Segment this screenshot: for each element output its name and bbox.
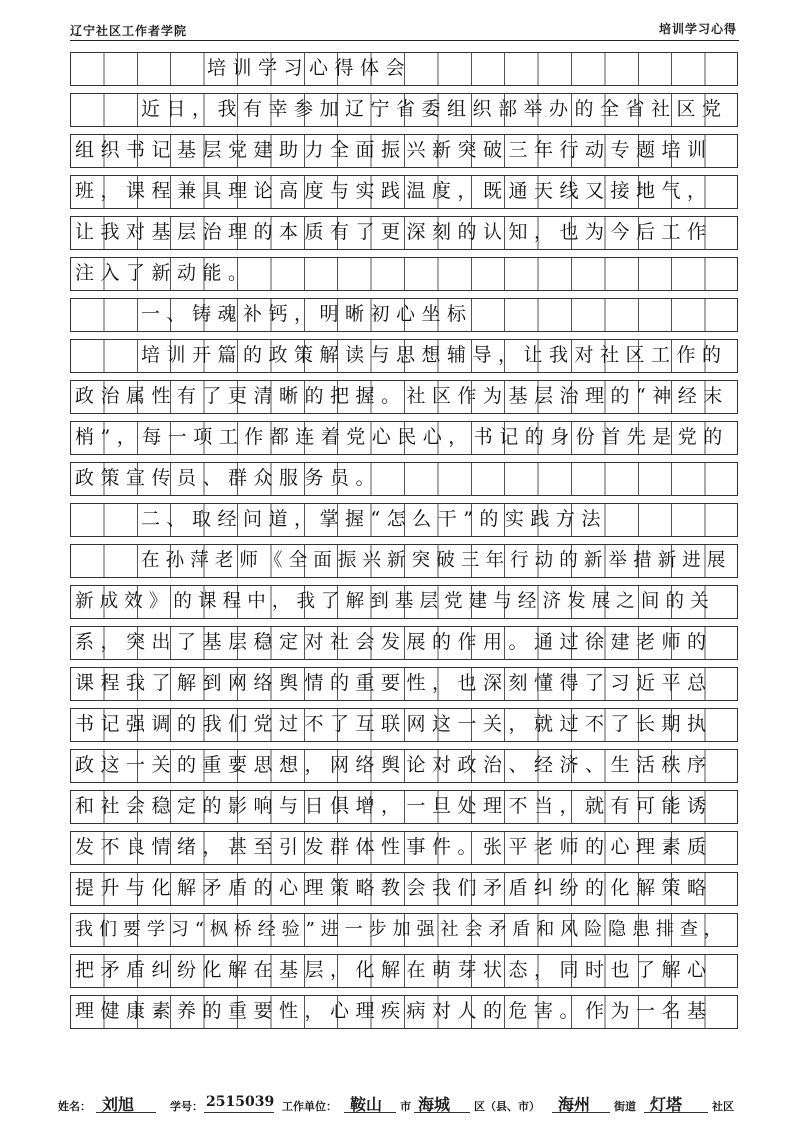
city-label: 市 xyxy=(400,1100,411,1113)
handwritten-line: 班，课程兼具理论高度与实践温度，既通天线又接地气， xyxy=(75,180,713,202)
name-value: 刘旭 xyxy=(102,1095,135,1114)
handwritten-line: 和社会稳定的影响与日俱增，一旦处理不当，就有可能诱 xyxy=(75,795,713,817)
grid-row xyxy=(70,667,738,701)
handwritten-line: 近日，我有幸参加辽宁省委组织部举办的全省社区党 xyxy=(141,98,728,120)
grid-row xyxy=(70,175,738,209)
grid-row xyxy=(70,257,738,291)
grid-row xyxy=(70,339,738,373)
community-label: 社区 xyxy=(712,1100,734,1113)
grid-row xyxy=(70,790,738,824)
grid-row xyxy=(70,585,738,619)
handwritten-line: 让我对基层治理的本质有了更深刻的认知，也为今后工作 xyxy=(75,221,713,243)
grid-row xyxy=(70,749,738,783)
grid-row xyxy=(70,380,738,414)
grid-row xyxy=(70,421,738,455)
footer-info xyxy=(58,1090,748,1118)
handwritten-line: 注入了新动能。 xyxy=(75,262,254,284)
district-label: 区（县、市） xyxy=(474,1100,540,1113)
header-school: 辽宁社区工作者学院 xyxy=(70,24,188,38)
grid-row xyxy=(70,462,738,496)
handwritten-line: 二、取经问道，掌握“怎么干”的实践方法 xyxy=(141,508,607,530)
grid-row xyxy=(70,913,738,947)
district-value: 海城 xyxy=(418,1095,451,1114)
handwritten-line: 一、铸魂补钙，明晰初心坐标 xyxy=(141,303,473,325)
handwritten-line: 书记强调的我们党过不了互联网这一关，就过不了长期执 xyxy=(75,713,713,735)
grid-row xyxy=(70,708,738,742)
street-label: 街道 xyxy=(614,1100,636,1113)
grid-row xyxy=(70,954,738,988)
name-label: 姓名： xyxy=(58,1100,91,1113)
grid-row xyxy=(70,52,738,86)
handwritten-line: 新成效》的课程中，我了解到基层党建与经济发展之间的关 xyxy=(75,591,715,612)
handwritten-line: 梢”，每一项工作都连着党心民心，书记的身份首先是党的 xyxy=(75,426,729,448)
handwritten-line: 政这一关的重要思想，网络舆论对政治、经济、生活秩序 xyxy=(75,754,713,776)
handwritten-line: 政治属性有了更清晰的把握。社区作为基层治理的“神经末 xyxy=(75,385,729,407)
handwritten-line: 政策宣传员、群众服务员。 xyxy=(75,467,382,489)
grid-row xyxy=(70,93,738,127)
writing-grid xyxy=(70,52,738,1036)
handwritten-line: 把矛盾纠纷化解在基层，化解在萌芽状态，同时也了解心 xyxy=(75,959,713,981)
id-label: 学号： xyxy=(170,1100,203,1113)
grid-row xyxy=(70,134,738,168)
grid-row xyxy=(70,544,738,578)
handwritten-line: 培训学习心得体会 xyxy=(207,57,412,79)
grid-row xyxy=(70,503,738,537)
header-divider xyxy=(70,40,739,41)
grid-row xyxy=(70,626,738,660)
street-value: 海州 xyxy=(558,1095,591,1114)
header-doc-type: 培训学习心得 xyxy=(658,22,737,36)
handwritten-line: 提升与化解矛盾的心理策略教会我们矛盾纠纷的化解策略 xyxy=(75,877,713,899)
handwritten-line: 培训开篇的政策解读与思想辅导，让我对社区工作的 xyxy=(141,344,728,366)
city-value: 鞍山 xyxy=(350,1095,383,1114)
grid-row xyxy=(70,216,738,250)
handwritten-line: 组织书记基层党建助力全面振兴新突破三年行动专题培训 xyxy=(75,139,713,161)
unit-label: 工作单位： xyxy=(282,1100,337,1113)
grid-row xyxy=(70,298,738,332)
handwritten-line: 发不良情绪，甚至引发群体性事件。张平老师的心理素质 xyxy=(75,836,713,858)
handwritten-line: 课程我了解到网络舆情的重要性，也深刻懂得了习近平总 xyxy=(75,672,713,694)
handwritten-line: 在孙萍老师《全面振兴新突破三年行动的新举措新进展 xyxy=(141,550,732,571)
grid-row xyxy=(70,872,738,906)
community-value: 灯塔 xyxy=(650,1095,683,1114)
grid-row xyxy=(70,995,738,1029)
grid-row xyxy=(70,831,738,865)
handwritten-line: 理健康素养的重要性，心理疾病对人的危害。作为一名基 xyxy=(75,1000,713,1022)
id-value: 2515039 xyxy=(206,1094,275,1110)
handwritten-line: 我们要学习“枫桥经验”进一步加强社会矛盾和风险隐患排查， xyxy=(75,919,728,940)
handwritten-line: 系，突出了基层稳定对社会发展的作用。通过徐建老师的 xyxy=(75,631,713,653)
